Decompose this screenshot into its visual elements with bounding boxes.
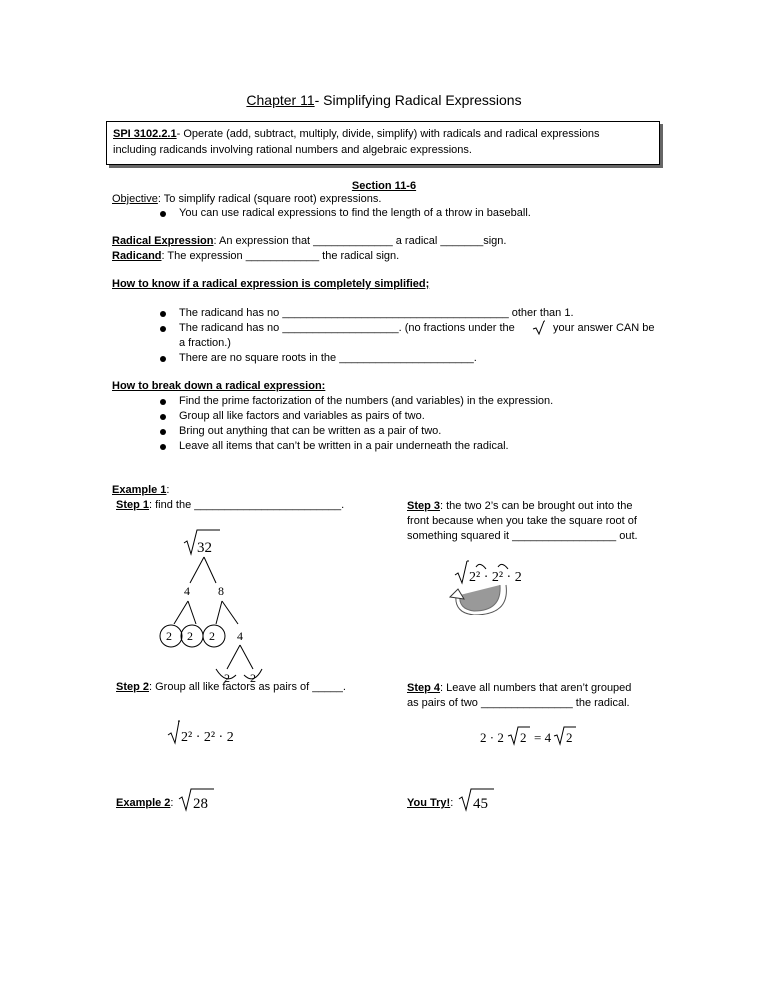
sqrt-28 bbox=[178, 786, 218, 812]
step4-text-1: : Leave all numbers that aren’t grouped bbox=[440, 682, 632, 694]
tree-branch bbox=[188, 601, 196, 624]
curved-arrow-icon bbox=[460, 585, 500, 611]
bullet-icon bbox=[160, 414, 166, 420]
tree-branch bbox=[174, 601, 188, 624]
objective-text: : To simplify radical (square root) expressions. bbox=[157, 193, 382, 205]
bullet-icon bbox=[160, 429, 166, 435]
step4-answer bbox=[478, 724, 588, 748]
chapter-title: - Simplifying Radical Expressions bbox=[314, 92, 522, 108]
answer-left: 2 · 2 bbox=[480, 730, 504, 745]
bullet-icon bbox=[160, 311, 166, 317]
loop-icon bbox=[498, 564, 508, 569]
tree-node: 4 bbox=[184, 584, 190, 598]
bullet-icon bbox=[160, 399, 166, 405]
tree-leaf: 2 bbox=[166, 629, 172, 643]
tree-node: 4 bbox=[237, 629, 243, 643]
step2-line bbox=[116, 681, 346, 693]
spi-standard-box bbox=[106, 121, 660, 165]
step2-text: : Group all like factors as pairs of _____. bbox=[149, 681, 346, 693]
step1-line bbox=[116, 499, 344, 511]
example1-label: Example 1: bbox=[112, 484, 170, 496]
step4-label: Step 4 bbox=[407, 682, 441, 694]
loop-icon bbox=[476, 564, 486, 569]
step3-label: Step 3 bbox=[407, 500, 441, 512]
breakdown-item-1: Find the prime factorization of the numbers (and variables) in the expression. bbox=[179, 395, 554, 407]
step3-block bbox=[407, 499, 638, 544]
tree-branch bbox=[216, 601, 222, 624]
simplified-item-2: The radicand has no ___________________. (no fractions under the bbox=[179, 322, 515, 334]
breakdown-item-4: Leave all items that can’t be written in a pair underneath the radical. bbox=[179, 440, 509, 452]
tree-leaf: 2 bbox=[209, 629, 215, 643]
tree-branch bbox=[240, 645, 253, 669]
sqrt-45 bbox=[458, 786, 498, 812]
simplified-item-1: The radicand has no _____________________________________ other than 1. bbox=[179, 307, 574, 319]
tree-leaf: 2 bbox=[250, 671, 256, 685]
page-title bbox=[0, 92, 768, 108]
step3-text-2: front because when you take the square root of bbox=[407, 515, 637, 527]
objective-label: Objective bbox=[112, 193, 158, 205]
step4-block bbox=[407, 681, 631, 711]
radicand-text: : The expression ____________ the radical sign. bbox=[161, 250, 400, 262]
factor-tree bbox=[140, 527, 280, 687]
step3-text-3: something squared it _________________ out. bbox=[407, 530, 638, 542]
chapter-label: Chapter 11 bbox=[246, 92, 315, 108]
grouped-expression: 2² · 2² · 2 bbox=[181, 730, 234, 745]
simplified-item-2-cont: your answer CAN be bbox=[553, 322, 655, 334]
objective-line bbox=[112, 193, 381, 205]
breakdown-item-2: Group all like factors and variables as pairs of two. bbox=[179, 410, 425, 422]
radical-expression-label: Radical Expression bbox=[112, 235, 214, 247]
tree-branch bbox=[190, 557, 204, 583]
radical-expression-definition bbox=[112, 235, 506, 247]
arrow-head-icon bbox=[450, 589, 464, 599]
simplified-heading: How to know if a radical expression is completely simplified; bbox=[112, 278, 430, 290]
bullet-icon bbox=[160, 444, 166, 450]
answer-rad-2: 2 bbox=[566, 730, 573, 745]
breakdown-heading: How to break down a radical expression: bbox=[112, 380, 326, 392]
step4-text-2: as pairs of two _______________ the radical. bbox=[407, 697, 630, 709]
example2-label: Example 2: bbox=[116, 797, 174, 809]
tree-leaf: 2 bbox=[187, 629, 193, 643]
radicand-45: 45 bbox=[473, 796, 488, 812]
bullet-icon bbox=[160, 211, 166, 217]
step3-expression: 2² · 2² · 2 bbox=[469, 570, 522, 585]
simplified-item-2-wrap: a fraction.) bbox=[179, 337, 231, 349]
bullet-icon bbox=[160, 326, 166, 332]
tree-branch bbox=[222, 601, 238, 624]
step1-label: Step 1 bbox=[116, 499, 150, 511]
you-try-label: You Try!: bbox=[407, 797, 454, 809]
sqrt-32 bbox=[184, 530, 220, 556]
step3-radical bbox=[440, 555, 550, 615]
radicand-label: Radicand bbox=[112, 250, 162, 262]
spi-text-line1: - Operate (add, subtract, multiply, divide, simplify) with radicals and radical expressions bbox=[176, 128, 600, 140]
radical-sign-icon bbox=[532, 318, 548, 336]
step1-text: : find the ________________________. bbox=[149, 499, 345, 511]
tree-node: 8 bbox=[218, 584, 224, 598]
radicand-32: 32 bbox=[197, 540, 212, 556]
answer-rad-1: 2 bbox=[520, 730, 527, 745]
spi-text-line2: including radicands involving rational numbers and algebraic expressions. bbox=[113, 144, 472, 156]
tree-leaf: 2 bbox=[224, 671, 230, 685]
answer-equals: = 4 bbox=[534, 730, 552, 745]
tree-branch bbox=[227, 645, 240, 669]
spi-code: SPI 3102.2.1 bbox=[113, 128, 177, 140]
bullet-icon bbox=[160, 356, 166, 362]
objective-bullet: You can use radical expressions to find the length of a throw in baseball. bbox=[179, 207, 531, 219]
grouped-radical bbox=[166, 715, 266, 745]
radicand-28: 28 bbox=[193, 796, 208, 812]
step3-text-1: : the two 2’s can be brought out into the bbox=[440, 500, 633, 512]
step2-label: Step 2 bbox=[116, 681, 150, 693]
radicand-definition bbox=[112, 250, 399, 262]
section-heading: Section 11-6 bbox=[351, 180, 417, 192]
simplified-item-3: There are no square roots in the ______________________. bbox=[179, 352, 477, 364]
breakdown-item-3: Bring out anything that can be written as a pair of two. bbox=[179, 425, 442, 437]
tree-branch bbox=[204, 557, 216, 583]
radical-expression-text: : An expression that _____________ a radical _______sign. bbox=[213, 235, 507, 247]
